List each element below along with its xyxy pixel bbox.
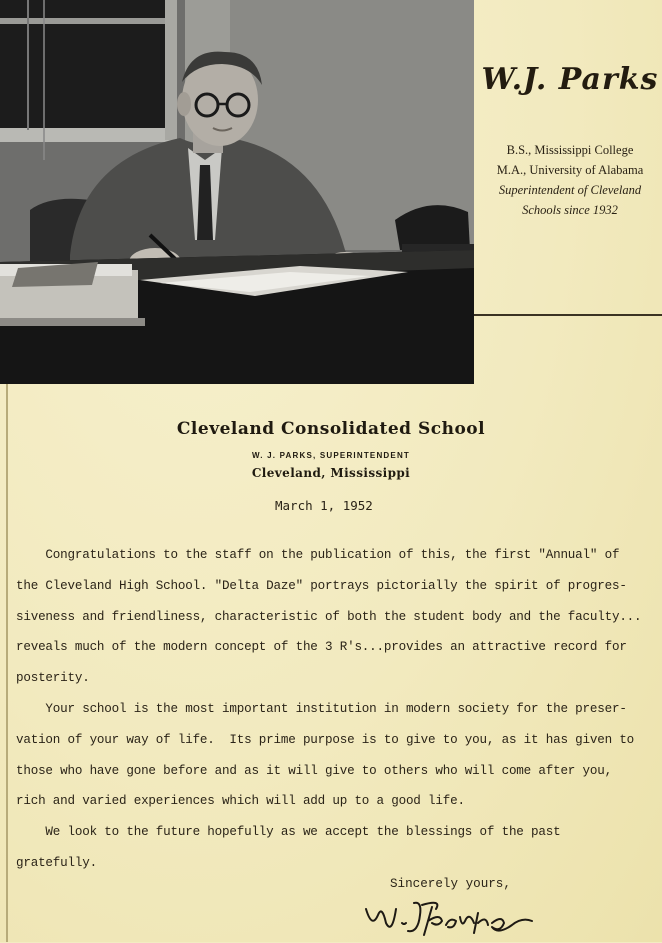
letter-line: reveals much of the modern concept of the 3 R's...provides an attractive record for (16, 640, 627, 655)
divider-rule (474, 314, 662, 316)
bio-title: Superintendent of Cleveland (498, 183, 642, 197)
letter-body (16, 540, 656, 879)
letter-line: Your school is the most important institution in modern society for the preser- (16, 701, 627, 716)
letter-closing: Sincerely yours, (390, 877, 511, 891)
letter-date: March 1, 1952 (275, 498, 373, 513)
letterhead-school: Cleveland Consolidated School (176, 419, 486, 439)
handwritten-signature (362, 895, 542, 943)
bio-degree-ma: M.A., University of Alabama (496, 163, 644, 177)
letter-line: We look to the future hopefully as we accept the blessings of the past (16, 825, 561, 840)
letterhead-name: W. J. PARKS, SUPERINTENDENT (251, 451, 411, 460)
letter-line: the Cleveland High School. "Delta Daze" portrays pictorially the spirit of progres- (16, 578, 627, 593)
letter-line: siveness and friendliness, characteristic of both the student body and the faculty... (16, 609, 642, 624)
portrait-heading: W.J. Parks (481, 62, 659, 97)
letter-line: rich and varied experiences which will add up to a good life. (16, 794, 465, 809)
letter-line: posterity. (16, 671, 90, 686)
letterhead-city: Cleveland, Mississippi (251, 466, 411, 480)
letter-line: vation of your way of life. Its prime purpose is to give to you, as it has given to (16, 732, 635, 747)
letter-line: Congratulations to the staff on the publication of this, the first "Annual" of (16, 548, 620, 562)
bio-degree-bs: B.S., Mississippi College (506, 143, 634, 157)
letter-line: those who have gone before and as it will give to others who will come after you, (16, 763, 612, 778)
bio-tenure: Schools since 1932 (522, 203, 618, 217)
bio-block (478, 140, 662, 220)
letter-line: gratefully. (16, 855, 97, 870)
portrait-photo (0, 0, 474, 384)
